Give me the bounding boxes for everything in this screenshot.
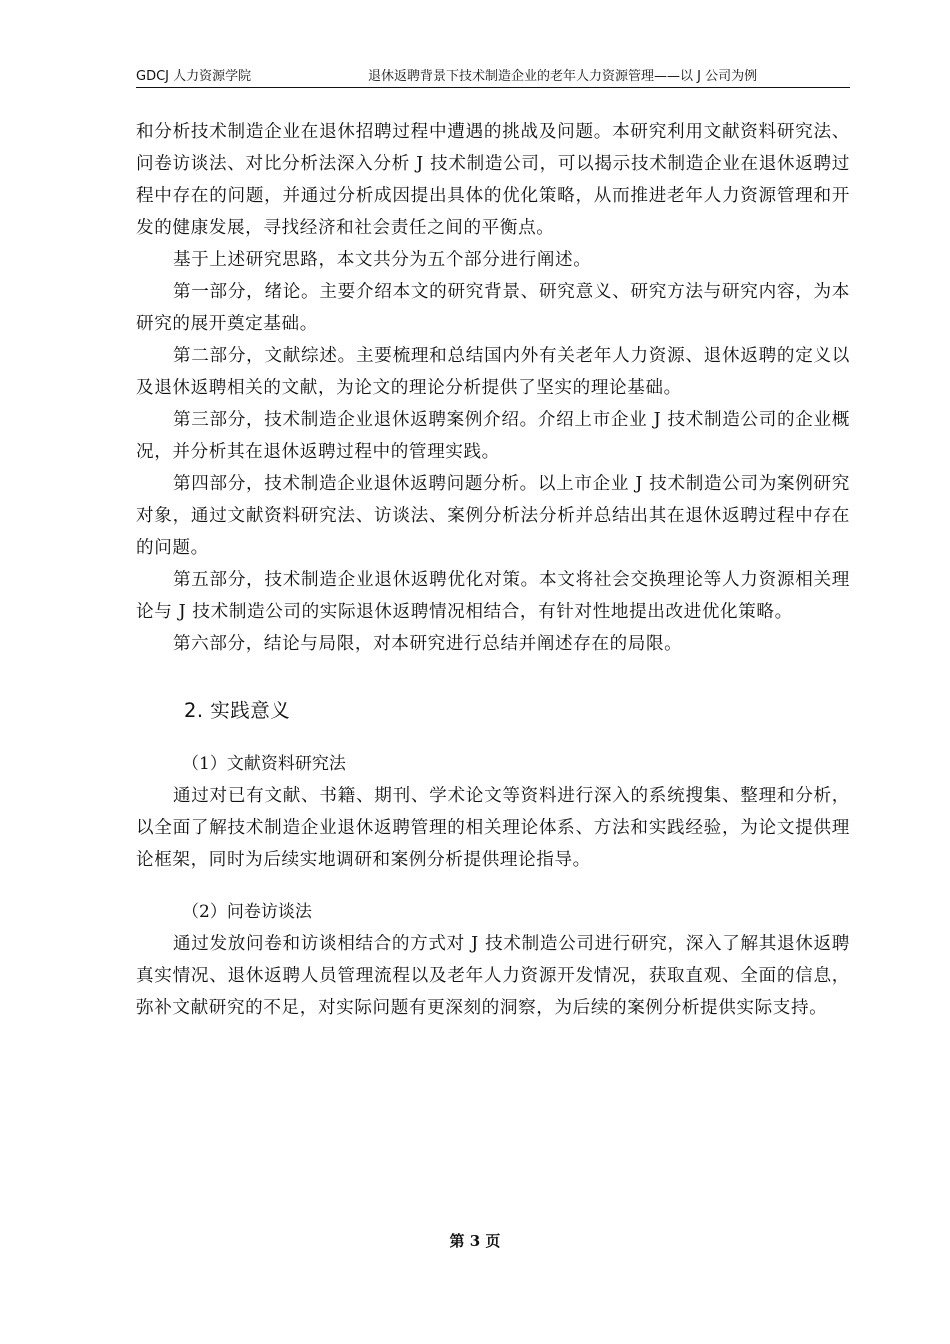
paragraph-structure-intro: 基于上述研究思路，本文共分为五个部分进行阐述。 bbox=[172, 250, 592, 270]
method-heading-questionnaire: （2）问卷访谈法 bbox=[182, 902, 312, 922]
method-heading-literature: （1）文献资料研究法 bbox=[182, 754, 346, 774]
section-heading-practical-significance: 2. 实践意义 bbox=[184, 699, 291, 722]
method-text-questionnaire: 通过发放问卷和访谈相结合的方式对 J 技术制造公司进行研究，深入了解其退休返聘真实情况、退休返聘人员管理流程以及老年人力资源开发情况，获取直观、全面的信息，弥补文献研究的不足，对实际问题有更深刻的洞察，为后续的案例分析提供实际支持。 bbox=[136, 934, 850, 1018]
header-institution: GDCJ 人力资源学院 bbox=[136, 69, 252, 84]
paragraph-part-three: 第三部分，技术制造企业退休返聘案例介绍。介绍上市企业 J 技术制造公司的企业概况，并分析其在退休返聘过程中的管理实践。 bbox=[136, 410, 850, 462]
paragraph-part-five: 第五部分，技术制造企业退休返聘优化对策。本文将社会交换理论等人力资源相关理论与 J 技术制造公司的实际退休返聘情况相结合，有针对性地提出改进优化策略。 bbox=[136, 570, 850, 622]
paragraph-part-six: 第六部分，结论与局限，对本研究进行总结并阐述存在的局限。 bbox=[172, 634, 683, 654]
page-body bbox=[136, 116, 850, 1024]
page-header bbox=[136, 68, 850, 86]
paragraph-part-one: 第一部分，绪论。主要介绍本文的研究背景、研究意义、研究方法与研究内容，为本研究的展开奠定基础。 bbox=[136, 282, 850, 334]
header-rule bbox=[136, 87, 850, 88]
paragraph-continuation: 和分析技术制造企业在退休招聘过程中遭遇的挑战及问题。本研究利用文献资料研究法、问卷访谈法、对比分析法深入分析 J 技术制造公司，可以揭示技术制造企业在退休返聘过程中存在的问题，并通过分析成因提出具体的优化策略，从而推进老年人力资源管理和开发的健康发展，寻找经济和社会责任之间的平衡点。 bbox=[136, 122, 850, 238]
method-text-literature: 通过对已有文献、书籍、期刊、学术论文等资料进行深入的系统搜集、整理和分析，以全面了解技术制造企业退休返聘管理的相关理论体系、方法和实践经验，为论文提供理论框架，同时为后续实地调研和案例分析提供理论指导。 bbox=[136, 786, 850, 870]
header-thesis-title: 退休返聘背景下技术制造企业的老年人力资源管理——以 J 公司为例 bbox=[368, 69, 758, 84]
paragraph-part-two: 第二部分，文献综述。主要梳理和总结国内外有关老年人力资源、退休返聘的定义以及退休返聘相关的文献，为论文的理论分析提供了坚实的理论基础。 bbox=[136, 346, 850, 398]
page-number: 第 3 页 bbox=[449, 1232, 501, 1250]
paragraph-part-four: 第四部分，技术制造企业退休返聘问题分析。以上市企业 J 技术制造公司为案例研究对象，通过文献资料研究法、访谈法、案例分析法分析并总结出其在退休返聘过程中存在的问题。 bbox=[136, 474, 850, 558]
